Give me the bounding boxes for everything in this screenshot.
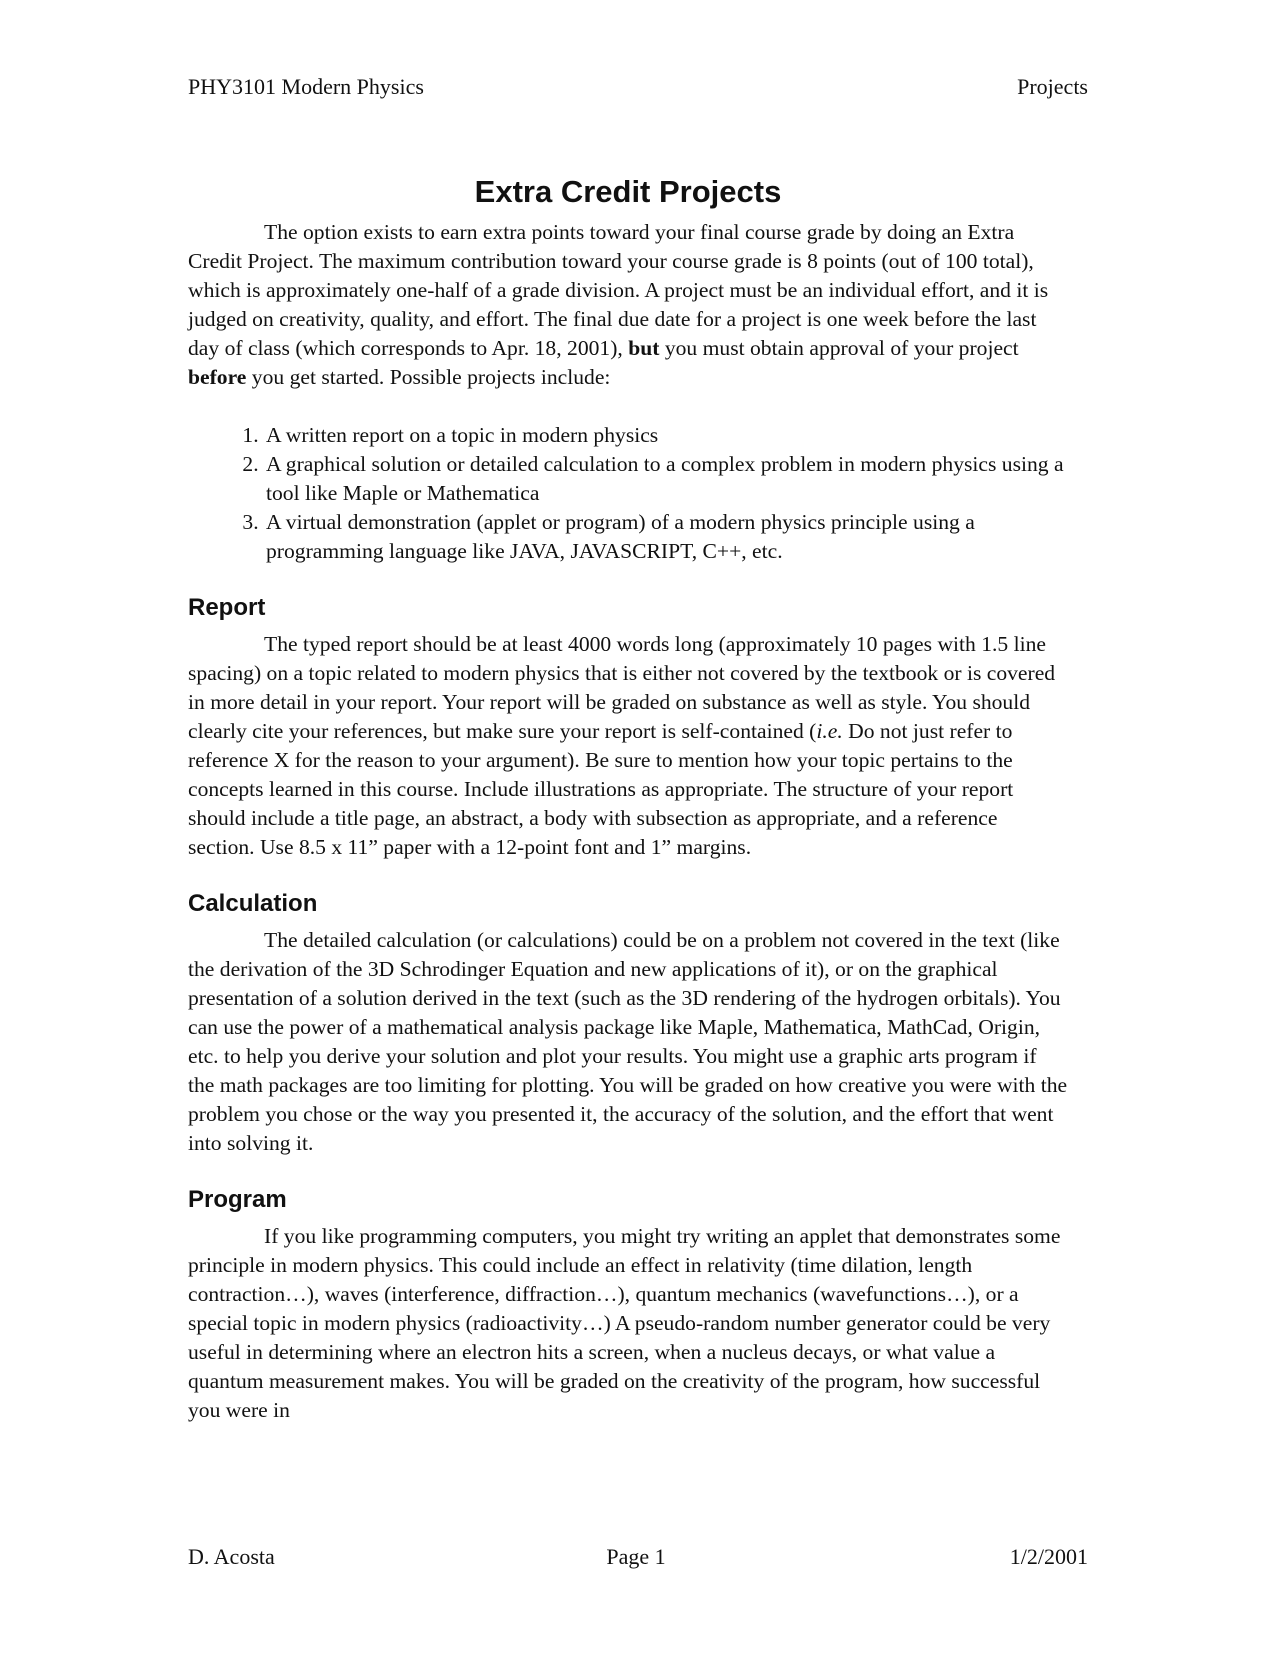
calculation-paragraph: The detailed calculation (or calculations) could be on a problem not covered in the text (like the derivation of the 3D Schrodinger Equation and new applications of it), or on the graphical presentation of a solution derived in the text (such as the 3D rendering of the hydrogen orbitals). You can use the power of a mathematical analysis package like Maple, Mathematica, MathCad, Origin, etc. to help you derive your solution and plot your results. You might use a graphic arts program if the math packages are too limiting for plotting. You will be graded on how creative you were with the problem you chose or the way you presented it, the accuracy of the solution, and the effort that went into solving it.	[188, 928, 1068, 1155]
intro-text-3: you get started. Possible projects include:	[246, 365, 611, 389]
project-list	[188, 421, 1068, 566]
report-text-2: Do not just refer to reference X for the reason to your argument). Be sure to mention how your topic pertains to the concepts learned in this course. Include illustrations as appropriate. The structure of your report should include a title page, an abstract, a body with subsection as appropriate, and a reference section. Use 8.5 x 11” paper with a 12-point font and 1” margins.	[188, 719, 1014, 859]
report-heading: Report	[188, 594, 266, 621]
calculation-heading: Calculation	[188, 890, 318, 917]
intro-bold-but: but	[628, 336, 660, 360]
report-italic-ie: i.e.	[816, 719, 843, 743]
project-list-item: 3. A virtual demonstration (applet or program) of a modern physics principle using a programming language like JAVA, JAVASCRIPT, C++, etc.	[264, 508, 1068, 566]
running-footer	[188, 1544, 1088, 1570]
report-paragraph	[188, 630, 1068, 862]
footer-date: 1/2/2001	[1009, 1544, 1088, 1569]
document-body	[188, 172, 1068, 1425]
footer-page-number: Page 1	[606, 1544, 666, 1569]
report-text-1: The typed report should be at least 4000 words long (approximately 10 pages with 1.5 line spacing) on a topic related to modern physics that is either not covered by the textbook or is covered in more detail in your report. Your report will be graded on substance as well as style. You should clearly cite your references, but make sure your report is self-contained (	[188, 632, 1056, 743]
page-title: Extra Credit Projects	[474, 174, 782, 209]
intro-text-2: you must obtain approval of your project	[659, 336, 1019, 360]
program-paragraph: If you like programming computers, you might try writing an applet that demonstrates some principle in modern physics. This could include an effect in relativity (time dilation, length contraction…), waves (interference, diffraction…), quantum mechanics (wavefunctions…), or a special topic in modern physics (radioactivity…) A pseudo-random number generator could be very useful in determining where an electron hits a screen, when a nucleus decays, or what value a quantum measurement makes. You will be graded on the creativity of the program, how successful you were in	[188, 1224, 1061, 1422]
project-list-item: 1. A written report on a topic in modern physics	[264, 421, 1068, 450]
intro-paragraph	[188, 218, 1068, 392]
intro-text-1: The option exists to earn extra points toward your final course grade by doing an Extra Credit Project. The maximum contribution toward your course grade is 8 points (out of 100 total), which is approximately one-half of a grade division. A project must be an individual effort, and it is judged on creativity, quality, and effort. The final due date for a project is one week before the last day of class (which corresponds to Apr. 18, 2001),	[188, 220, 1049, 360]
program-heading: Program	[188, 1186, 287, 1213]
project-list-item: 2. A graphical solution or detailed calculation to a complex problem in modern physics using a tool like Maple or Mathematica	[264, 450, 1068, 508]
intro-bold-before: before	[188, 365, 247, 389]
footer-author: D. Acosta	[188, 1544, 275, 1569]
running-header	[188, 74, 1088, 100]
header-section: Projects	[1017, 74, 1088, 99]
header-course: PHY3101 Modern Physics	[188, 74, 424, 99]
